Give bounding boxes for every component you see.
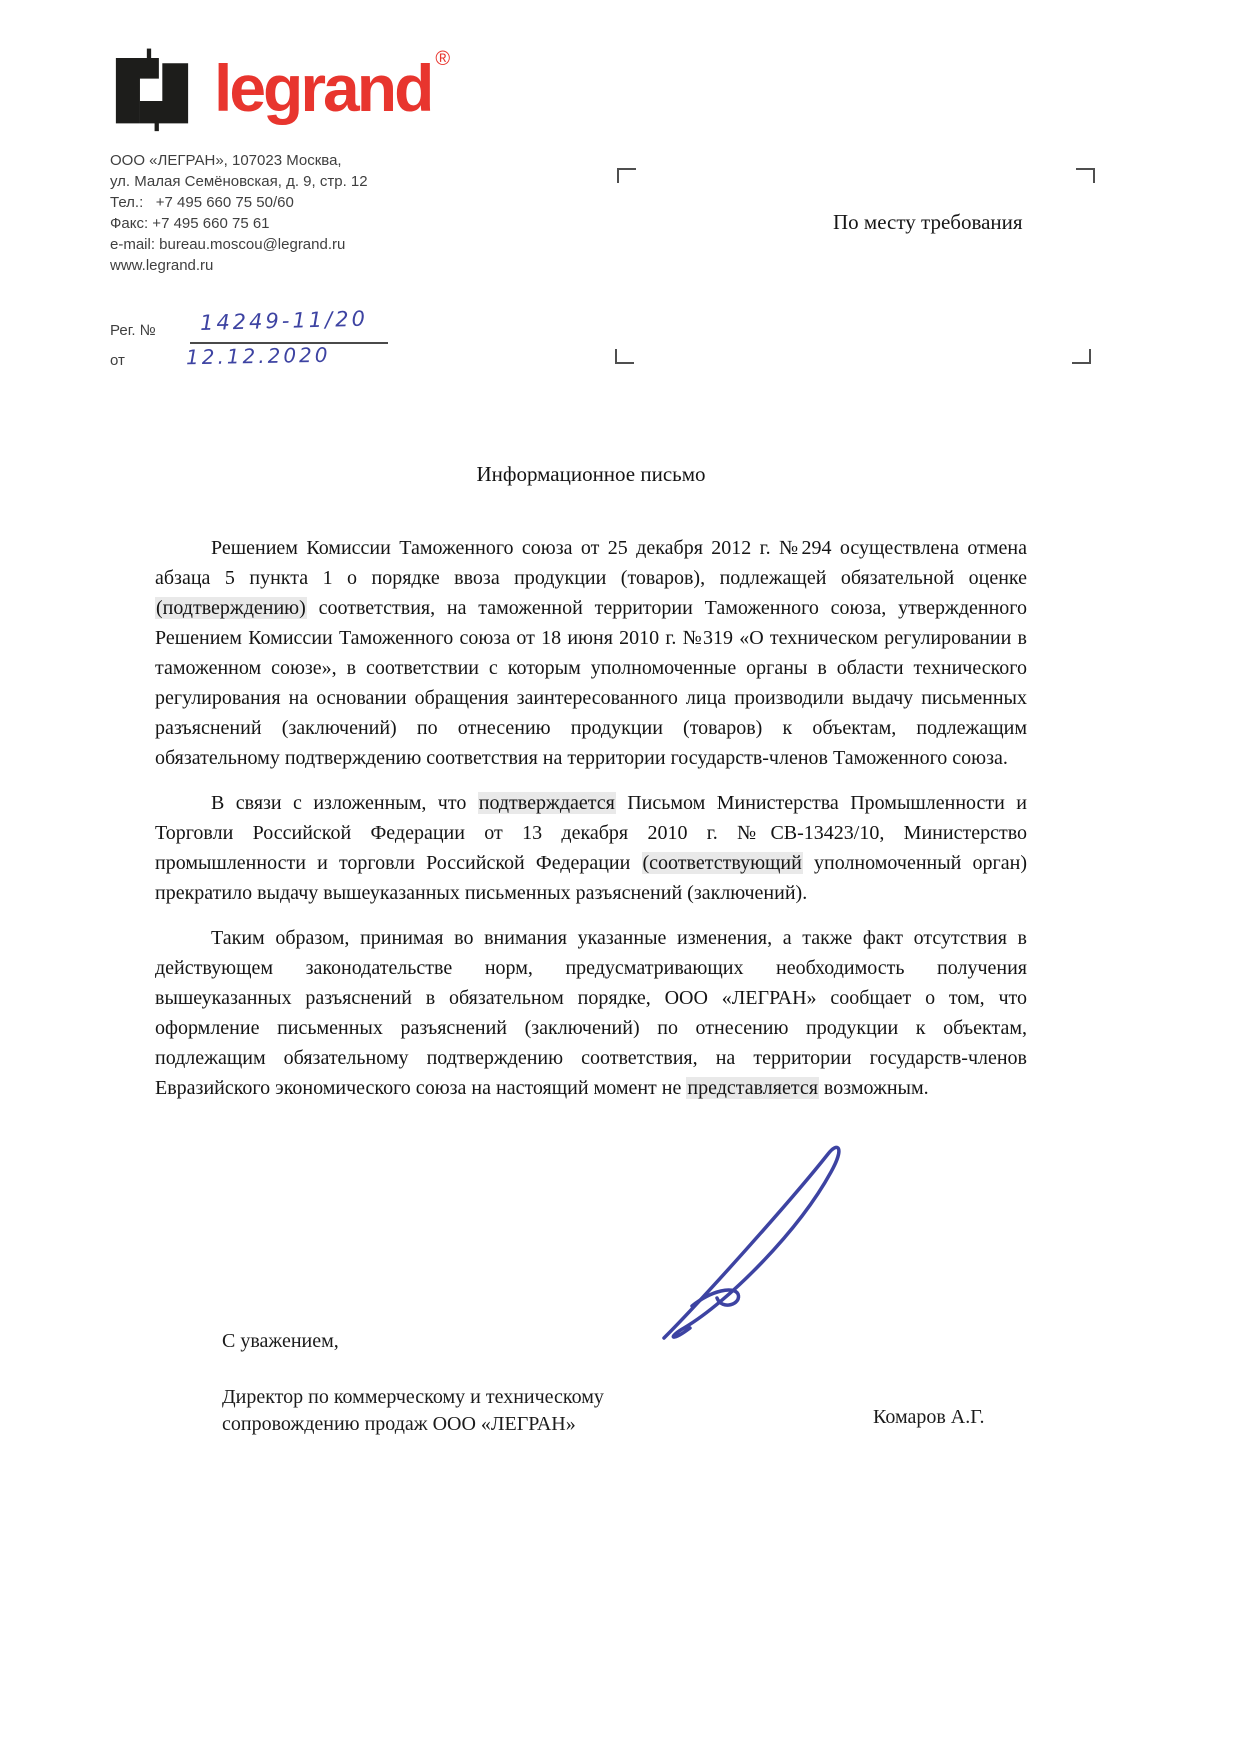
letterhead-contact-block [110,150,368,276]
closing-salutation: С уважением, [222,1330,339,1352]
signatory-position [222,1384,604,1438]
letter-paragraph-3: Таким образом, принимая во внимания указанные изменения, а также факт отсутствия в действующем законодательстве норм, предусматривающих необходимость получения вышеуказанных разъяснений в обязательном порядке, ООО «ЛЕГРАН» сообщает о том, что оформление письменных разъяснений (заключений) по отнесению продукции к объектам, подлежащим обязательному подтверждению соответствия, на территории государств-членов Евразийского экономического союза на настоящий момент не представляется возможным. [155,927,1027,1099]
letter-paragraph-2: В связи с изложенным, что подтверждается Письмом Министерства Промышленности и Торговли Российской Федерации от 13 декабря 2010 г. №СВ-13423/10, Министерство промышленности и торговли Российской Федерации (соответствующий уполномоченный орган) прекратило выдачу вышеуказанных письменных разъяснений (заключений). [155,792,1027,904]
signatory-position-line-1: Директор по коммерческому и техническому [222,1386,604,1408]
address-window-corner-top-left [617,168,636,183]
fax-line: Факс: +7 495 660 75 61 [110,215,270,232]
brand-wordmark: legrand [214,51,432,125]
registered-trademark-icon: ® [435,48,451,70]
addressee-text: По месту требования [833,210,1023,234]
company-name-address: ООО «ЛЕГРАН», 107023 Москва, [110,152,342,169]
address-window-corner-bottom-right [1072,349,1091,364]
street-address: ул. Малая Семёновская, д. 9, стр. 12 [110,173,368,190]
letter-body [155,533,1027,1118]
email-line: e-mail: bureau.moscou@legrand.ru [110,236,346,253]
signatory-position-line-2: сопровождению продаж ООО «ЛЕГРАН» [222,1413,576,1435]
signatory-name: Комаров А.Г. [873,1406,985,1428]
reg-number-handwritten-value: 14249-11/20 [199,306,369,336]
phone-line: Тел.: +7 495 660 75 50/60 [110,194,294,211]
address-window-corner-bottom-left [615,349,634,364]
signature-ink [632,1140,872,1345]
letter-title: Информационное письмо [476,462,706,486]
date-label: от [110,352,125,369]
legrand-logo [106,46,450,132]
date-handwritten-value: 12.12.2020 [185,342,331,370]
letter-paragraph-1: Решением Комиссии Таможенного союза от 25 декабря 2012 г. №294 осуществлена отмена абзаца 5 пункта 1 о порядке ввоза продукции (товаров), подлежащей обязательной оценке (подтверждению) соответствия, на таможенной территории Таможенного союза, утвержденного Решением Комиссии Таможенного союза от 18 июня 2010 г. №319 «О техническом регулировании в таможенном союзе», в соответствии с которым уполномоченные органы в области технического регулирования на основании обращения заинтересованного лица производили выдачу письменных разъяснений (заключений) по отнесению продукции (товаров) к объектам, подлежащим обязательному подтверждению соответствия на территории государств-членов Таможенного союза. [155,537,1027,769]
legrand-monogram-icon [106,46,198,132]
address-window-corner-top-right [1076,168,1095,183]
website-line: www.legrand.ru [110,257,214,274]
reg-number-label: Рег. № [110,322,156,339]
